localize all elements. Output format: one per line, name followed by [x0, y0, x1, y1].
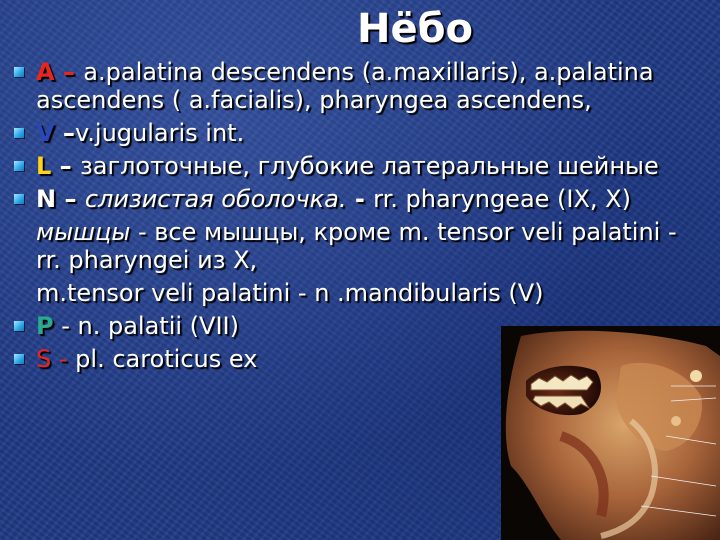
square-bullet-icon: [14, 194, 24, 204]
list-item-a: [14, 58, 704, 114]
list-item-s: [14, 345, 704, 373]
square-bullet-icon: [14, 67, 24, 77]
text-n: rr. pharyngeae (IX, X): [373, 185, 631, 213]
square-bullet-icon: [14, 354, 24, 364]
list-subitem-muscles: [14, 218, 704, 274]
text-muscles: - все мышцы, кроме m. tensor veli palatini - rr. pharyngei из X,: [36, 218, 677, 274]
text-tensor: m.tensor veli palatini - n .mandibularis (V): [36, 279, 544, 307]
square-bullet-icon: [14, 321, 24, 331]
key-dash-a: –: [54, 58, 84, 86]
key-letter-v: V: [36, 119, 55, 147]
text-muscles-italic: мышцы: [36, 218, 131, 246]
text-l: заглоточные, глубокие латеральные шейные: [80, 152, 659, 180]
text-a: a.palatina descendens (a.maxillaris), a.palatina ascendens ( a.facialis), pharyngea ascendens,: [36, 58, 654, 114]
key-dash-v: –: [54, 119, 75, 147]
key-letter-s: S -: [36, 345, 68, 373]
square-bullet-icon: [14, 161, 24, 171]
text-s: pl. caroticus ex: [67, 345, 258, 373]
text-n-italic: слизистая оболочка.: [84, 185, 347, 213]
key-dash-l: –: [51, 152, 81, 180]
key-dash2-n: -: [346, 185, 374, 213]
text-v: v.jugularis int.: [74, 119, 245, 147]
list-subitem-tensor: [14, 279, 704, 307]
slide-title: Нёбо: [356, 6, 473, 52]
text-p: - n. palatii (VII): [53, 312, 239, 340]
key-dash-n: –: [56, 185, 85, 213]
key-letter-p: P: [36, 312, 54, 340]
list-item-v: [14, 119, 704, 147]
key-letter-n: N: [36, 185, 57, 213]
key-letter-a: A: [36, 58, 55, 86]
list-item-n: [14, 185, 704, 213]
list-item-p: [14, 312, 704, 340]
square-bullet-icon: [14, 128, 24, 138]
slide-content: [14, 58, 704, 378]
key-letter-l: L: [36, 152, 52, 180]
list-item-l: [14, 152, 704, 180]
